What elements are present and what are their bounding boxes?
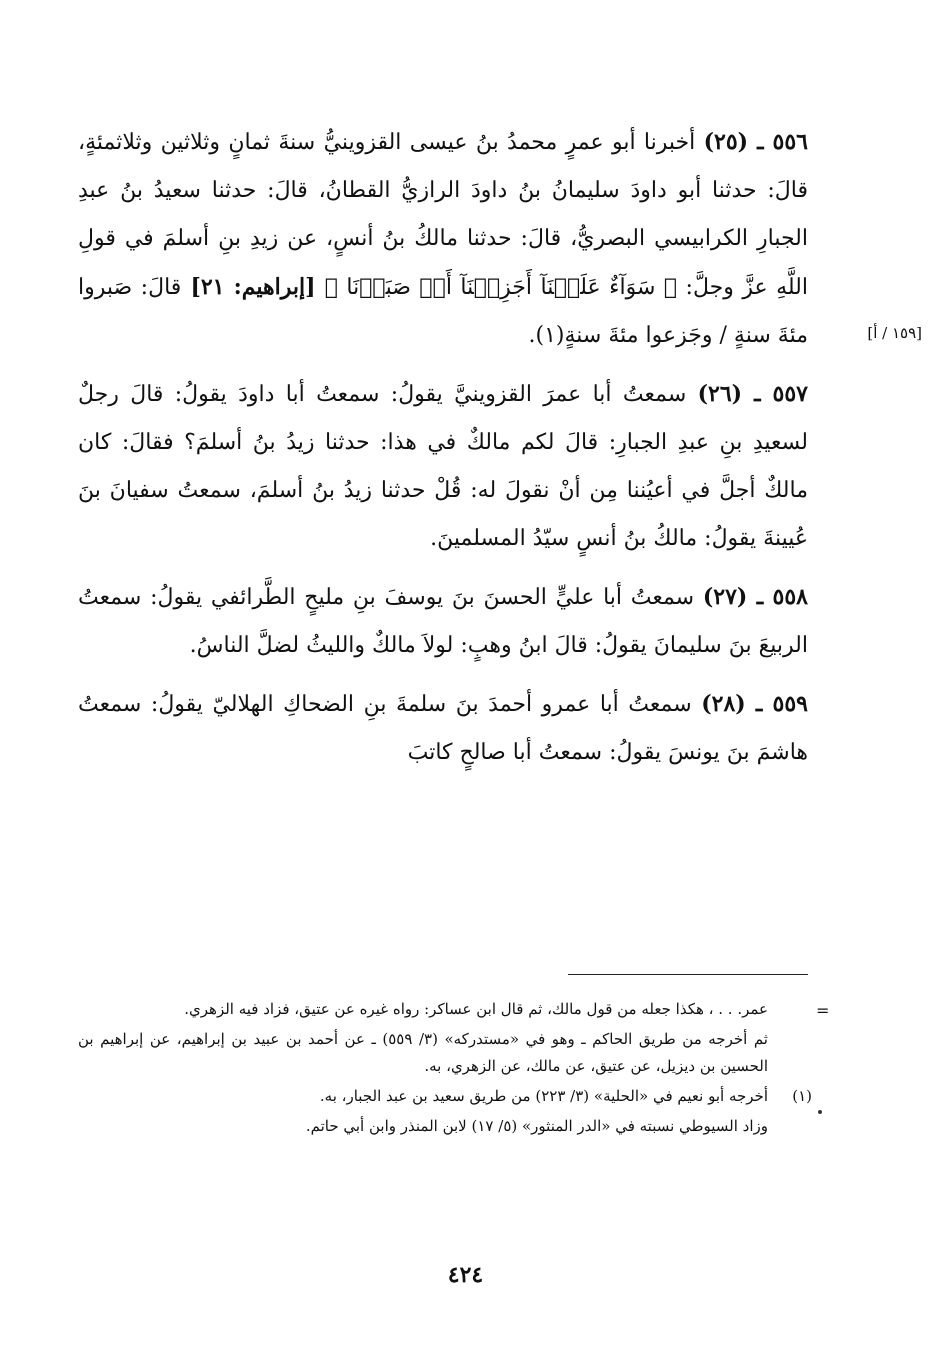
main-text <box>78 118 808 777</box>
footnotes <box>78 996 812 1143</box>
paragraph-number: ٥٥٩ ـ (٢٨) <box>701 691 808 717</box>
paragraph-558 <box>78 573 808 670</box>
continuation-mark: = <box>816 1001 830 1020</box>
manuscript-folio-note: [١٥٩ / أ] <box>867 324 922 342</box>
footnote-separator <box>568 974 808 975</box>
paragraph-text: سمعتُ أبا عمرَ القزوينيَّ يقولُ: سمعتُ أبا داودَ يقولُ: قالَ رجلٌ لسعيدِ بنِ عبدِ الجبارِ: قالَ لكم مالكٌ في هذا: حدثنا زيدُ بنُ أسلمَ؟ فقالَ: كان مالكٌ أجلَّ في أعيُننا مِن أنْ نقولَ له: قُلْ حدثنا زيدُ بنُ أسلمَ، سمعتُ سفيانَ بنَ عُيينةَ يقولُ: مالكُ بنُ أنسٍ سيّدُ المسلمينَ. <box>78 382 808 551</box>
verse-reference: [إبراهيم: ٢١] <box>181 274 325 300</box>
paragraph-text: سمعتُ أبا عمرو أحمدَ بنَ سلمةَ بنِ الضحاكِ الهلاليّ يقولُ: سمعتُ هاشمَ بنَ يونسَ يقولُ: سمعتُ أبا صالحٍ كاتبَ <box>78 692 808 765</box>
paragraph-number: ٥٥٧ ـ (٢٦) <box>697 381 808 407</box>
paragraph-557 <box>78 370 808 563</box>
footnote-continued-2: ثم أخرجه من طريق الحاكم ـ وهو في «مستدركه» (٣/ ٥٥٩) ـ عن أحمد بن عبيد بن إبراهيم، عن إبراهيم بن الحسين بن ديزيل، عن عتيق، عن مالك، عن الزهري، به. <box>78 1030 768 1075</box>
paragraph-number: ٥٥٦ ـ (٢٥) <box>703 129 808 155</box>
paragraph-556 <box>78 118 808 360</box>
paragraph-559 <box>78 680 808 777</box>
paragraph-text: أخبرنا أبو عمرٍ محمدُ بنُ عيسى القزوينيُّ سنةَ ثمانٍ وثلاثين وثلاثمئةٍ، قالَ: حدثنا أبو داودَ سليمانُ بنُ داودَ الرازيُّ القطانُ، قالَ: حدثنا سعيدُ بنُ عبدِ الجبارِ الكرابيسي البصريُّ، قالَ: حدثنا مالكُ بنُ أنسٍ، عن زيدِ بنِ أسلمَ في قولِ اللَّهِ عزَّ وجلَّ: <box>78 130 808 300</box>
paragraph-number: ٥٥٨ ـ (٢٧) <box>702 584 808 610</box>
footnote-text: أخرجه أبو نعيم في «الحلية» (٣/ ٢٢٣) من طريق سعيد بن عبد الجبار، به. <box>319 1087 768 1105</box>
footnote-continued-1: عمر. . . ، هكذا جعله من قول مالك، ثم قال ابن عساكر: رواه غيره عن عتيق، فزاد فيه الزهري. <box>184 1000 768 1018</box>
paragraph-tail: قالَ: صَبروا مئةَ سنةٍ / وجَزعوا مئةَ سنةٍ(١). <box>78 275 808 348</box>
quran-verse: ﴿ سَوَآءٌ عَلَيۡنَآ أَجَزِعۡنَآ أَمۡ صَبَرۡنَا ﴾ <box>324 275 678 300</box>
footnote-1-continued: وزاد السيوطي نسبته في «الدر المنثور» (٥/ ١٧) لابن المنذر وابن أبي حاتم. <box>305 1117 768 1135</box>
page-number: ٤٢٤ <box>447 1262 484 1288</box>
footnote-1 <box>78 1083 812 1110</box>
footnote-marker: (١) <box>792 1087 812 1105</box>
paragraph-text: سمعتُ أبا عليٍّ الحسنَ بنَ يوسفَ بنِ مليحٍ الطَّرائفي يقولُ: سمعتُ الربيعَ بنَ سليمانَ يقولُ: قالَ ابنُ وهبٍ: لولاَ مالكٌ والليثُ لضلَّ الناسُ. <box>78 585 808 658</box>
scan-dot <box>818 1110 822 1114</box>
